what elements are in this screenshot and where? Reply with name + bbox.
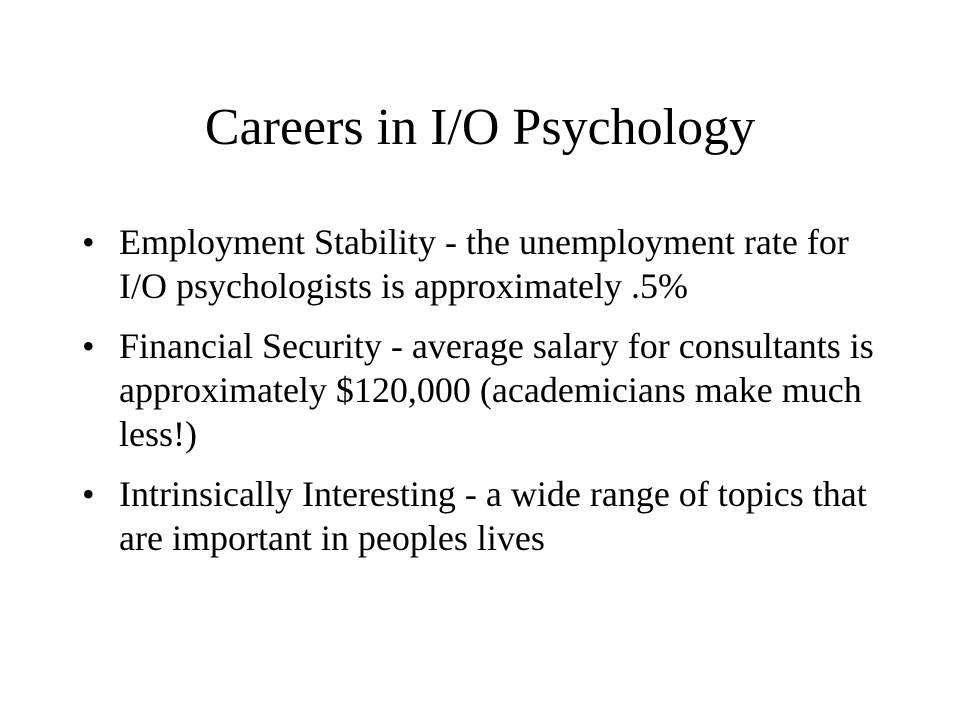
bullet-item-employment-stability [82, 220, 882, 308]
bullet-text-employment-stability: Employment Stability - the unemployment rate for I/O psychologists is approximately .5% [119, 222, 849, 306]
bullet-point-icon: • [82, 326, 95, 366]
bullet-point-icon: • [82, 222, 95, 262]
bullet-list [82, 220, 882, 576]
bullet-item-intrinsically-interesting [82, 472, 882, 560]
slide-title: Careers in I/O Psychology [204, 99, 756, 156]
bullet-text-intrinsically-interesting: Intrinsically Interesting - a wide range of topics that are important in peoples lives [119, 474, 867, 558]
bullet-text-financial-security: Financial Security - average salary for consultants is approximately $120,000 (academicians make much less!) [119, 326, 874, 454]
bullet-point-icon: • [82, 474, 95, 514]
bullet-item-financial-security [82, 324, 882, 456]
